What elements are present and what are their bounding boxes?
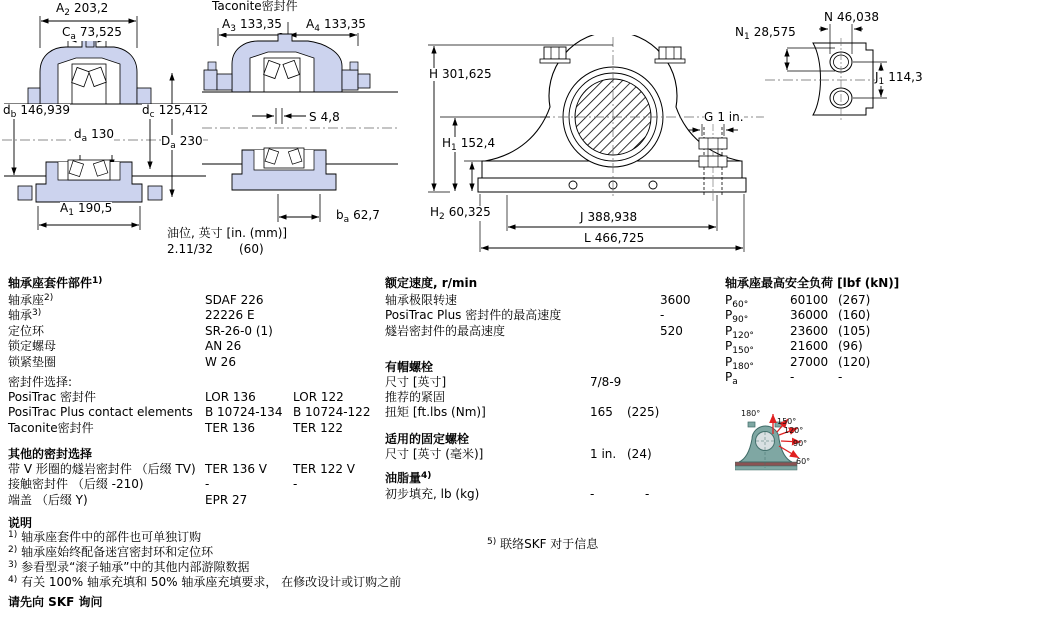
dim-val: 301,625 [442,67,492,81]
spec-value: LOR 136 [205,390,256,404]
spec-value: B 10724-122 [293,405,371,419]
cap-bolts-header: 有帽螺栓 [385,360,434,374]
spec-value: - [205,477,210,491]
dim-ca [62,26,122,41]
dim-sym: J [875,70,879,84]
spec-row-label: 尺寸 [英寸 (毫米)] [385,447,484,461]
dim-n [824,11,879,24]
load-angle-60: 60° [796,457,811,466]
spec-row-label: Taconite密封件 [8,421,94,435]
sub: a [732,377,738,387]
dim-sym: A [56,1,65,15]
dim-sym: C [62,25,71,39]
spec-value: AN 26 [205,339,242,353]
spec-row-label: 接触密封件 （后缀 -210) [8,477,144,491]
dim-sym: b [336,208,344,222]
dim-val: 4,8 [320,110,340,124]
dim-sub: a [343,215,350,225]
spec-sup: 2) [44,293,54,303]
dim-da [74,128,114,143]
note-text: 轴承座套件中的部件也可单独订购 [21,530,202,544]
dim-sub: 1 [451,143,457,153]
spec-value: W 26 [205,355,236,369]
dim-val: 73,525 [79,25,122,39]
load-v2: (96) [838,339,863,353]
speed-header: 额定速度, r/min [385,276,478,290]
dim-sym: H [429,67,439,81]
note-item [8,576,401,591]
header-sup: 4) [421,471,432,481]
sym: P [725,308,733,322]
note-text: 有关 100% 轴承充填和 50% 轴承座充填要求， 在修改设计或订购之前 [21,575,402,589]
dim-val: 190,5 [77,201,113,215]
spec-value: - [645,487,650,501]
note-text: 联络SKF 对于信息 [500,537,599,551]
safe-load-header: 轴承座最高安全负荷 [lbf (kN)] [725,276,900,290]
spec-value: (225) [627,405,660,419]
dim-val: 230 [179,134,203,148]
attachment-bolts-header: 适用的固定螺栓 [385,432,470,446]
load-sym [725,309,748,324]
spec-row-label: 带 V 形圈的燧岩密封件 （后缀 TV) [8,462,196,476]
dim-sym: L [584,231,591,245]
dim-a1 [60,202,112,217]
dim-sub: 2 [64,8,70,18]
load-v1: 27000 [790,355,829,369]
spec-row-label: PosiTrac Plus contact elements [8,405,193,419]
spec-value: TER 122 [293,421,343,435]
oil-level-mm: (60) [239,242,264,256]
dim-l [584,232,644,245]
load-sym [725,325,754,340]
dim-g [704,111,744,124]
sub: 120° [732,331,754,341]
note-sup: 2) [8,545,18,555]
load-sym [725,356,754,371]
load-v2: - [838,370,843,384]
spec-value: EPR 27 [205,493,248,507]
spec-value: SR-26-0 (1) [205,324,273,338]
dim-sub: a [81,134,88,144]
sym: P [725,293,733,307]
dim-sym: J [580,210,584,224]
sym: P [725,355,733,369]
dim-val: 28,575 [753,25,796,39]
note-sup: 3) [8,560,18,570]
load-sym [725,294,748,309]
dim-sym: S [309,110,317,124]
spec-row-label [8,294,53,309]
sym: P [725,324,733,338]
spec-value: 1 in. [590,447,617,461]
spec-row-label: 锁紧垫圈 [8,355,57,369]
spec-value: - [293,477,298,491]
spec-row-label: PosiTrac Plus 密封件的最高速度 [385,308,562,322]
dim-sub: c [149,110,155,120]
load-v2: (267) [838,293,871,307]
dim-a4 [306,18,366,33]
load-angle-120: 120° [784,426,804,435]
other-seals-header: 其他的密封选择 [8,447,93,461]
note-sup: 5) [487,537,497,547]
dim-sym: A [60,201,69,215]
dim-sym: d [3,103,11,117]
note-sup: 4) [8,575,18,585]
oil-level-inches: 2.11/32 [167,242,214,256]
spec-value: 3600 [660,293,691,307]
dim-n1 [735,26,796,41]
dim-sym: H [430,205,440,219]
seal-selection-header: 密封件选择: [8,375,73,389]
dim-sub: 4 [314,24,320,34]
load-v2: (120) [838,355,871,369]
spec-row-label: 轴承极限转速 [385,293,458,307]
dim-val: 466,725 [594,231,645,245]
dim-sub: a [170,141,176,151]
sym: P [725,339,733,353]
dim-sym: D [161,134,171,148]
dim-sym: d [74,127,82,141]
spec-label: 轴承座 [8,293,45,307]
spec-value: TER 122 V [293,462,355,476]
dim-a2 [56,2,108,17]
sub: 150° [732,346,754,356]
spec-row-label: 尺寸 [英寸] [385,375,447,389]
load-angle-90: 90° [793,439,808,448]
spec-row-label [8,309,41,324]
dim-val: 130 [91,127,115,141]
load-angle-150: 150° [777,417,797,426]
taconite-section-drawing [202,12,398,262]
load-v1: 36000 [790,308,829,322]
dim-sym: d [142,103,150,117]
load-v1: 60100 [790,293,829,307]
spec-sup: 3) [32,308,42,318]
dim-val: 152,4 [460,136,496,150]
dim-a3 [222,18,282,33]
dim-val: 203,2 [73,1,109,15]
dim-j1 [875,71,923,86]
spec-value: 520 [660,324,683,338]
spec-value: - [590,487,595,501]
dim-j [580,211,637,224]
dim-val: 133,35 [323,17,366,31]
dim-sub: 1 [743,32,750,42]
dim-h2 [430,206,491,221]
note-item [8,546,213,561]
note-item [8,561,250,576]
header-sup: 1) [92,276,103,286]
spec-row-label: PosiTrac 密封件 [8,390,97,404]
dim-sub: 3 [230,24,236,34]
spec-value: 22226 E [205,308,255,322]
spec-value: SDAF 226 [205,293,264,307]
dim-sym: N [824,10,833,24]
note-text: 参看型录“滚子轴承”中的其他内部游隙数据 [21,560,250,574]
notes-header: 说明 [8,516,33,530]
note-sup: 1) [8,530,18,540]
spec-row-label: 端盖 （后缀 Y) [8,493,88,507]
dim-sym: G [704,110,714,124]
dim-sym: H [442,136,452,150]
header-text: 油脂量 [385,471,422,485]
oil-level-label: 油位, 英寸 [in. (mm)] [167,226,288,240]
housing-parts-header [8,277,102,292]
spec-value: B 10724-134 [205,405,283,419]
note-text: 轴承座始终配备迷宫密封环和定位环 [21,545,214,559]
sub: 180° [732,362,754,372]
dim-val: 46,038 [836,10,879,24]
taconite-title: Taconite密封件 [212,0,298,13]
spec-label: 轴承 [8,308,33,322]
dim-sym: A [222,17,231,31]
dim-dc [142,104,208,119]
sub: 90° [732,315,749,325]
sym: P [725,370,733,384]
spec-value: - [660,308,665,322]
load-v1: 23600 [790,324,829,338]
dim-val: 146,939 [20,103,70,117]
dim-val: 114,3 [888,70,923,84]
dim-sub: b [10,110,17,120]
spec-row-label: 扭矩 [ft.lbs (Nm)] [385,405,486,419]
dim-val: 125,412 [158,103,209,117]
dim-sym: A [306,17,315,31]
dim-sub: 1 [68,208,74,218]
dim-h [429,68,492,81]
dim-ba [336,209,380,224]
note-item [8,531,201,546]
dim-h1 [442,137,495,152]
dim-sub: 1 [878,77,885,87]
spec-value: (24) [627,447,652,461]
dim-val: 133,35 [239,17,282,31]
spec-value: TER 136 V [205,462,267,476]
spec-row-label: 定位环 [8,324,45,338]
dim-Da [161,135,203,150]
dim-val: 62,7 [353,208,380,222]
load-v1: - [790,370,795,384]
dim-val: 60,325 [448,205,491,219]
spec-row-label: 燧岩密封件的最高速度 [385,324,506,338]
load-v2: (105) [838,324,871,338]
spec-value: LOR 122 [293,390,344,404]
note-footer: 请先向 SKF 询问 [8,595,103,609]
load-sym [725,340,754,355]
spec-row-label: 锁定螺母 [8,339,57,353]
dim-sym: N [735,25,744,39]
spec-value: 7/8-9 [590,375,622,389]
spec-value: 165 [590,405,613,419]
sub: 60° [732,300,749,310]
spec-row-label: 初步填充, lb (kg) [385,487,480,501]
dim-val: 388,938 [587,210,638,224]
dim-sub: a [70,32,76,42]
header-text: 轴承座套件部件 [8,276,93,290]
load-angle-180: 180° [741,409,761,418]
dim-sub: 2 [439,212,445,222]
spec-value: TER 136 [205,421,255,435]
load-sym [725,371,738,386]
dim-db [3,104,70,119]
dim-val: 1 in. [717,110,744,124]
note-5 [487,538,598,553]
grease-header [385,472,431,487]
load-v1: 21600 [790,339,829,353]
load-v2: (160) [838,308,871,322]
dim-s [309,111,340,124]
spec-row-label: 推荐的紧固 [385,390,446,404]
